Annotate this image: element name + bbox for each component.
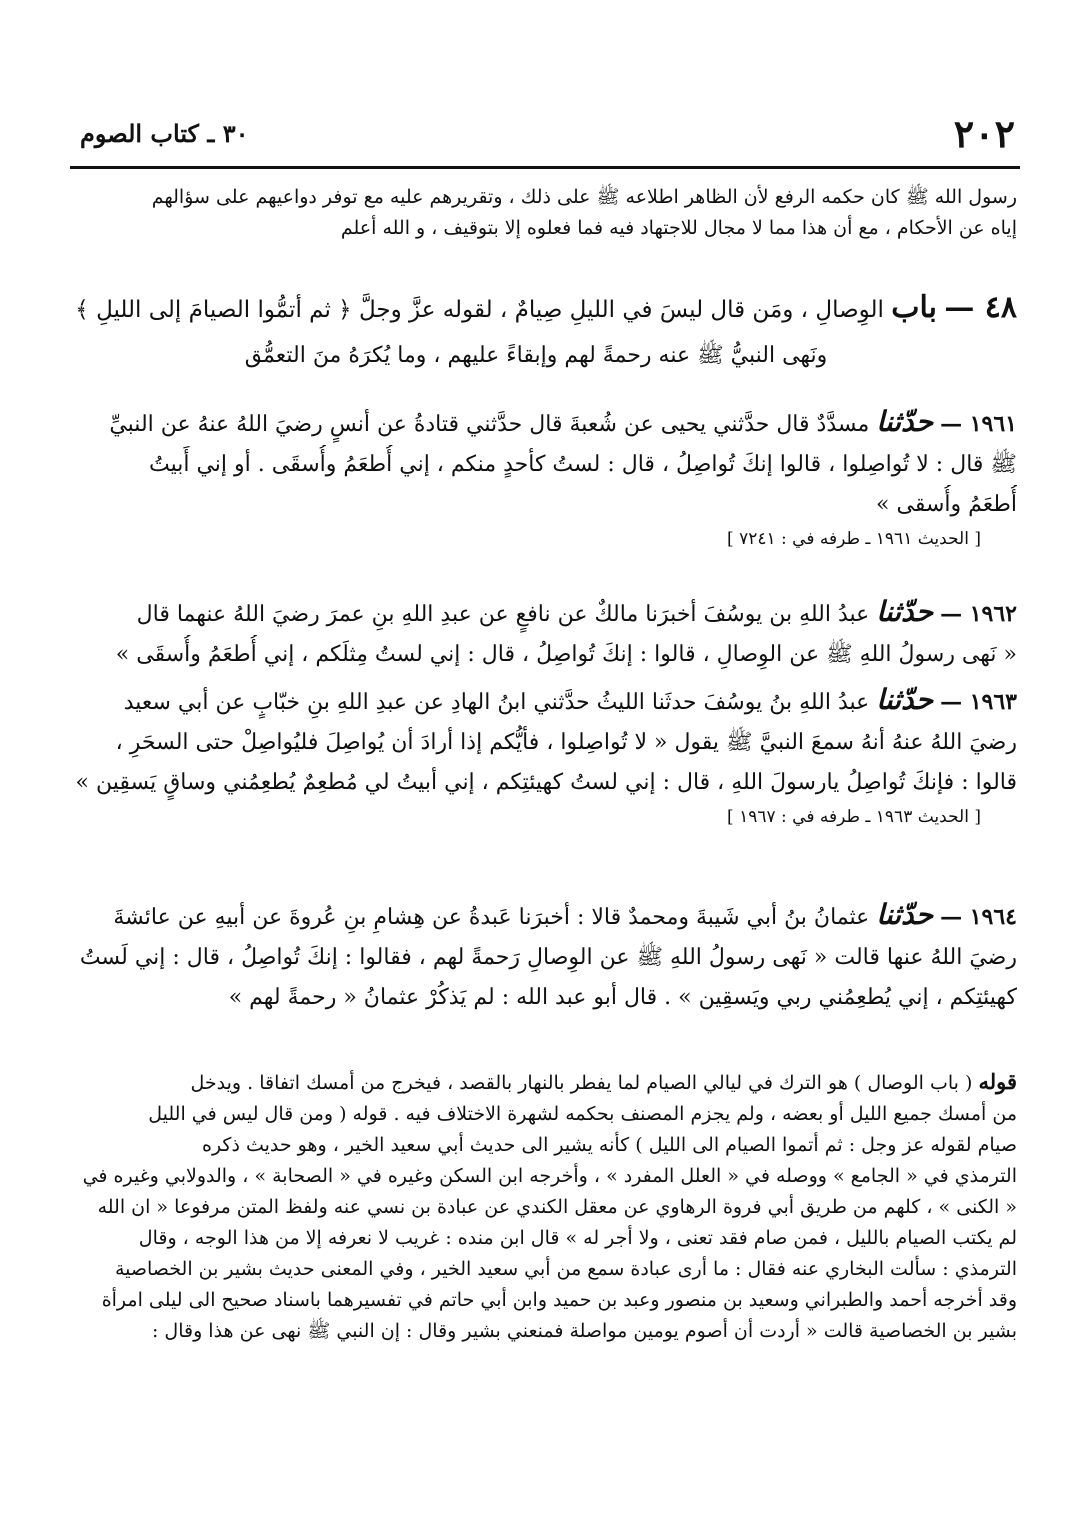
intro-line: رسول الله ﷺ كان حكمه الرفع لأن الظاهر اطلاعه ﷺ على ذلك ، وتقريرهم عليه مع توفر دواعيهم على سؤالهم: [151, 186, 1017, 208]
hadith-line: قالوا : فإنكَ تُواصِلُ يارسولَ اللهِ ، قال : إني لستُ كهيئتِكم ، إني أبيتُ لي مُطعِمٌ يُطعِمُني وساقٍ يَسقِين »: [75, 770, 1017, 795]
hadith-text: مسدَّدٌ قال حدَّثني يحيى عن شُعبةَ قال حدَّثني قتادةُ عن أنسٍ رضيَ اللهُ عنهُ عن النبيِّ: [109, 412, 870, 437]
commentary-line: الترمذي : سألت البخاري عنه فقال : ما أرى عبادة سمع من أبي سعيد الخير ، وفي المعنى حديث بشير بن الخصاصية: [114, 1258, 1017, 1280]
hadith-line: كهيئتِكم ، إني يُطعِمُني ربي ويَسقِين » . قال أبو عبد الله : لم يَذكُرْ عثمانُ « رحمةً لهم »: [228, 985, 1017, 1010]
commentary-line: من أمسك جميع الليل أو بعضه ، ولم يجزم المصنف بحكمه لشهرة الاختلاف فيه . قوله ( ومن قال ليس في الليل: [148, 1103, 1017, 1125]
commentary-line: [55, 1066, 1017, 1099]
commentary-text: ( باب الوصال ) هو الترك في ليالي الصيام لما يفطر بالنهار بالقصد ، فيخرج من أمسك اتفاقا . ويدخل: [190, 1072, 973, 1094]
hadith-line: رضيَ اللهُ عنهُ أنهُ سمعَ النبيَّ ﷺ يقول « لا تُواصِلوا ، فأيُّكم إذا أرادَ أن يُواصِلَ فليُواصِلْ حتى السحَرِ ،: [115, 730, 1017, 755]
hadith-text: عبدُ اللهِ بنُ يوسُفَ حدثَنا الليثُ حدَّثني ابنُ الهادِ عن عبدِ اللهِ بنِ خبّابٍ عن أبي سعيد: [123, 690, 870, 715]
hadith-line: أُطعَمُ وأُسقى »: [876, 492, 1017, 517]
commentary-line: بشير بن الخصاصية قالت « أردت أن أصوم يومين مواصلة فمنعني بشير وقال : إن النبي ﷺ نهى عن هذا وقال :: [151, 1320, 1017, 1342]
commentary-line: الترمذي في « الجامع » ووصله في « العلل المفرد » ، وأخرجه ابن السكن وغيره في « الصحابة » ، والدولابي وغيره في: [82, 1165, 1017, 1187]
running-title: ٣٠ ـ كتاب الصوم: [80, 119, 249, 148]
chapter-subtitle: ونَهى النبيُّ ﷺ عنه رحمةً لهم وإبقاءً عليهم ، وما يُكرَهُ منَ التعمُّق: [244, 343, 828, 368]
hadith-number: ١٩٦١ —: [940, 411, 1017, 437]
page-number: ٢٠٢: [953, 111, 1015, 156]
hadith-line: [55, 680, 1017, 723]
chapter-word: باب: [891, 290, 937, 325]
commentary-lead-word: قوله: [978, 1069, 1017, 1094]
chapter-heading: [55, 282, 1017, 376]
hadith-text: عثمانُ بنُ أبي شَيبةَ ومحمدٌ قالا : أخبرَنا عَبدةُ عن هِشامِ بنِ عُروةَ عن أبيهِ عن عائشةَ: [113, 905, 870, 930]
hadith-1964: [55, 895, 1017, 1018]
intro-line: إياه عن الأحكام ، مع أن هذا مما لا مجال للاجتهاد فيه فما فعلوه إلا بتوقيف ، و الله أعلم: [340, 217, 1017, 239]
intro-paragraph: [55, 182, 1017, 244]
hadith-line: [55, 895, 1017, 938]
hadith-line: رضيَ اللهُ عنها قالت « نَهى رسولُ اللهِ ﷺ عن الوِصالِ رَحمةً لهم ، فقالوا : إنكَ تُواصِلُ ، قال : إني لَستُ: [79, 945, 1017, 970]
hadith-1963: [55, 680, 1017, 831]
hadith-1962: [55, 592, 1017, 675]
hadith-line: [55, 592, 1017, 635]
hadith-number: ١٩٦٣ —: [940, 689, 1017, 715]
cross-reference: [ الحديث ١٩٦١ ـ طرفه في : ٧٢٤١ ]: [727, 529, 981, 549]
hadith-1961: [55, 402, 1017, 553]
cross-reference: [ الحديث ١٩٦٣ ـ طرفه في : ١٩٦٧ ]: [727, 807, 981, 827]
chapter-title: الوِصالِ ، ومَن قال ليسَ في الليلِ صِيامٌ ، لقوله عزَّ وجلَّ ﴿ ثم أتمُّوا الصيامَ إلى الليلِ ﴾: [75, 297, 884, 323]
haddathana-word: حدّثنا: [876, 405, 934, 438]
haddathana-word: حدّثنا: [876, 595, 934, 628]
hadith-number: ١٩٦٤ —: [940, 904, 1017, 930]
commentary: [55, 1066, 1017, 1347]
hadith-line: [55, 402, 1017, 445]
hadith-text: عبدُ اللهِ بن يوسُفَ أخبرَنا مالكٌ عن نافعٍ عن عبدِ اللهِ بنِ عمرَ رضيَ اللهُ عنهما قال: [136, 602, 870, 627]
haddathana-word: حدّثنا: [876, 683, 934, 716]
commentary-line: « الكنى » ، كلهم من طريق أبي فروة الرهاوي عن معقل الكندي عن عبادة بن نسي عنه ولفظ المتن مرفوعا « ان الله: [97, 1196, 1017, 1218]
commentary-line: وقد أخرجه أحمد والطبراني وسعيد بن منصور وعبد بن حميد وابن أبي حاتم في تفسيرهما باسناد صحيح الى ليلى امرأة: [101, 1289, 1017, 1311]
header-rule: [70, 166, 1020, 169]
page-header: [60, 108, 1015, 160]
hadith-number: ١٩٦٢ —: [940, 601, 1017, 627]
chapter-heading-line: [55, 282, 1017, 336]
commentary-line: صيام لقوله عز وجل : ثم أتموا الصيام الى الليل ) كأنه يشير الى حديث أبي سعيد الخير ، وهو حديث ذكره: [201, 1134, 1017, 1156]
commentary-line: لم يكتب الصيام بالليل ، فمن صام فقد تعنى ، ولا أجر له » قال ابن منده : غريب لا نعرفه إلا من هذا الوجه ، وقال: [138, 1227, 1017, 1249]
hadith-line: « نَهى رسولُ اللهِ ﷺ عن الوِصالِ ، قالوا : إنكَ تُواصِلُ ، قال : إني لستُ مِثلَكم ، إني أُطعَمُ وأُسقَى »: [115, 642, 1017, 667]
hadith-line: ﷺ قال : لا تُواصِلوا ، قالوا إنكَ تُواصِلُ ، قال : لستُ كأحدٍ منكم ، إني أُطعَمُ وأُسقَى . أو إني أَبيتُ: [148, 452, 1017, 477]
chapter-number: ٤٨ —: [944, 290, 1017, 325]
haddathana-word: حدّثنا: [876, 898, 934, 931]
